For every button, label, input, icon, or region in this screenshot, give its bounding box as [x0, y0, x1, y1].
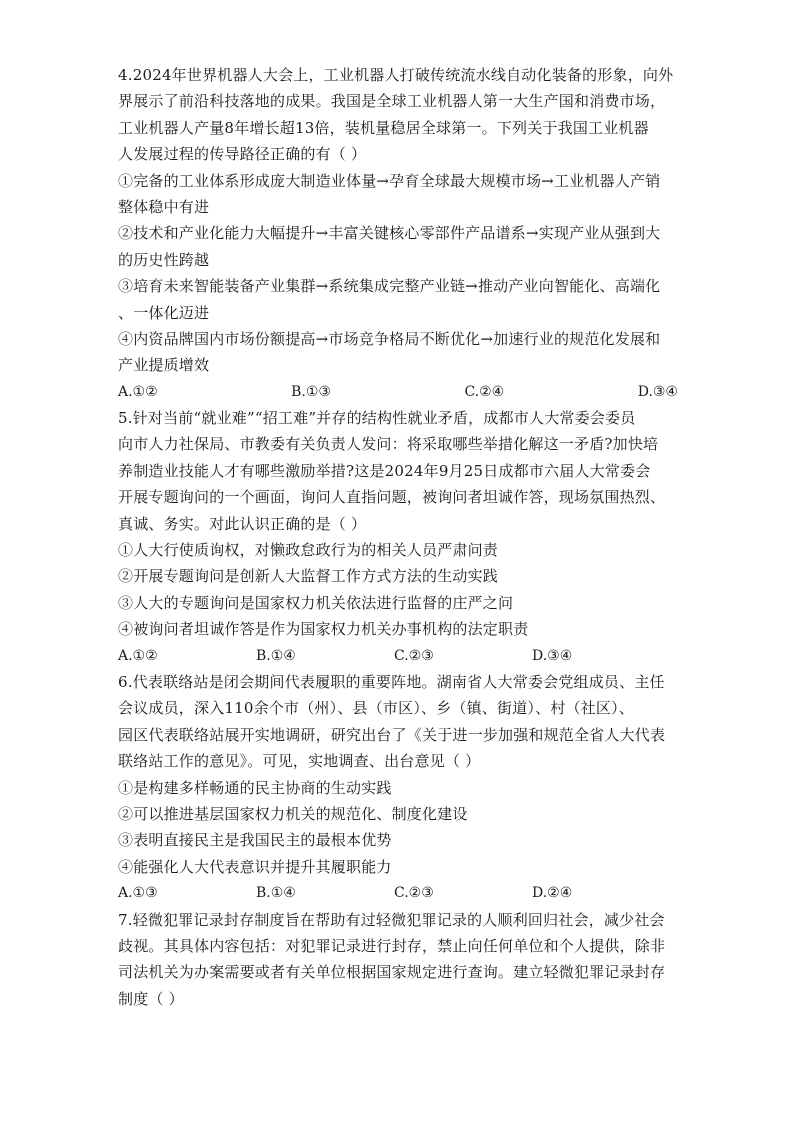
question-stem-line: 会议成员，深入110余个市（州）、县（市区）、乡（镇、街道）、村（社区）、: [118, 699, 635, 718]
question-stem-line: 联络站工作的意见》。可见，实地调查、出台意见（ ）: [118, 752, 481, 771]
question-5: [118, 405, 678, 669]
option-a: A.①②: [118, 647, 158, 664]
option-d: D.③④: [637, 383, 678, 400]
question-stem-line: 歧视。其具体内容包括：对犯罪记录进行封存，禁止向任何单位和个人提供，除非: [118, 936, 666, 955]
question-stem-line: 5.针对当前“就业难”“招工难”并存的结构性就业矛盾，成都市人大常委会委员: [118, 409, 636, 428]
statement-line: 整体稳中有进: [118, 197, 210, 216]
option-b: B.①③: [291, 383, 331, 400]
question-stem-line: 开展专题询问的一个画面，询问人直指问题，被询问者坦诚作答，现场氛围热烈、: [118, 488, 666, 507]
answer-options: [118, 379, 678, 405]
statement-line: ③人大的专题询问是国家权力机关依法进行监督的庄严之问: [118, 593, 514, 612]
answer-options: [118, 643, 678, 669]
question-stem-line: 制度（ ）: [118, 989, 184, 1008]
question-stem-line: 4.2024年世界机器人大会上，工业机器人打破传统流水线自动化装备的形象，向外: [118, 66, 674, 84]
option-c: C.②③: [394, 885, 434, 902]
option-c: C.②③: [394, 647, 434, 664]
statement-line: ②技术和产业化能力大幅提升→丰富关键核心零部件产品谱系→实现产业从强到大: [118, 224, 661, 243]
statement-line: ①是构建多样畅通的民主协商的生动实践: [118, 778, 392, 797]
statement-line: ④能强化人大代表意识并提升其履职能力: [118, 857, 392, 876]
statement-line: 、一体化迈进: [118, 303, 210, 322]
question-7: [118, 907, 678, 1013]
statement-line: 的历史性跨越: [118, 250, 210, 269]
question-stem-line: 6.代表联络站是闭会期间代表履职的重要阵地。湖南省人大常委会党组成员、主任: [118, 672, 665, 691]
option-d: D.③④: [532, 647, 573, 664]
statement-line: ④被询问者坦诚作答是作为国家权力机关办事机构的法定职责: [118, 620, 529, 639]
statement-line: 产业提质增效: [118, 356, 210, 375]
option-b: B.①④: [256, 647, 296, 664]
question-stem-line: 园区代表联络站展开实地调研，研究出台了《关于进一步加强和规范全省人大代表: [118, 725, 666, 744]
statement-line: ①人大行使质询权，对懒政怠政行为的相关人员严肃问责: [118, 541, 499, 560]
question-6: [118, 669, 678, 907]
question-stem-line: 司法机关为办案需要或者有关单位根据国家规定进行查询。建立轻微犯罪记录封存: [118, 963, 666, 982]
question-stem-line: 人发展过程的传导路径正确的有（ ）: [118, 145, 367, 164]
statement-line: ④内资品牌国内市场份额提高→市场竞争格局不断优化→加速行业的规范化发展和: [118, 329, 661, 348]
question-stem-line: 工业机器人产量8年增长超13倍，装机量稳居全球第一。下列关于我国工业机器: [118, 118, 649, 137]
statement-line: ②可以推进基层国家权力机关的规范化、制度化建设: [118, 804, 468, 823]
statement-line: ③培育未来智能装备产业集群→系统集成完整产业链→推动产业向智能化、高端化: [118, 277, 661, 296]
question-stem-line: 7.轻微犯罪记录封存制度旨在帮助有过轻微犯罪记录的人顺利回归社会，减少社会: [118, 910, 665, 929]
option-d: D.②④: [532, 885, 573, 902]
exam-page: [118, 62, 678, 1012]
option-a: A.①③: [118, 885, 158, 902]
question-stem-line: 界展示了前沿科技落地的成果。我国是全球工业机器人第一大生产国和消费市场，: [118, 92, 666, 111]
question-4: [118, 62, 678, 405]
option-b: B.①④: [256, 885, 296, 902]
answer-options: [118, 880, 678, 906]
option-a: A.①②: [118, 383, 158, 400]
statement-line: ①完备的工业体系形成庞大制造业体量→孕育全球最大规模市场→工业机器人产销: [118, 171, 661, 190]
question-stem-line: 养制造业技能人才有哪些激励举措?这是2024年9月25日成都市六届人大常委会: [118, 461, 651, 480]
question-stem-line: 向市人力社保局、市教委有关负责人发问：将采取哪些举措化解这一矛盾?加快培: [118, 435, 659, 454]
option-c: C.②④: [464, 383, 505, 400]
statement-line: ③表明直接民主是我国民主的最根本优势: [118, 831, 392, 850]
question-stem-line: 真诚、务实。对此认识正确的是（ ）: [118, 514, 367, 533]
statement-line: ②开展专题询问是创新人大监督工作方式方法的生动实践: [118, 567, 499, 586]
